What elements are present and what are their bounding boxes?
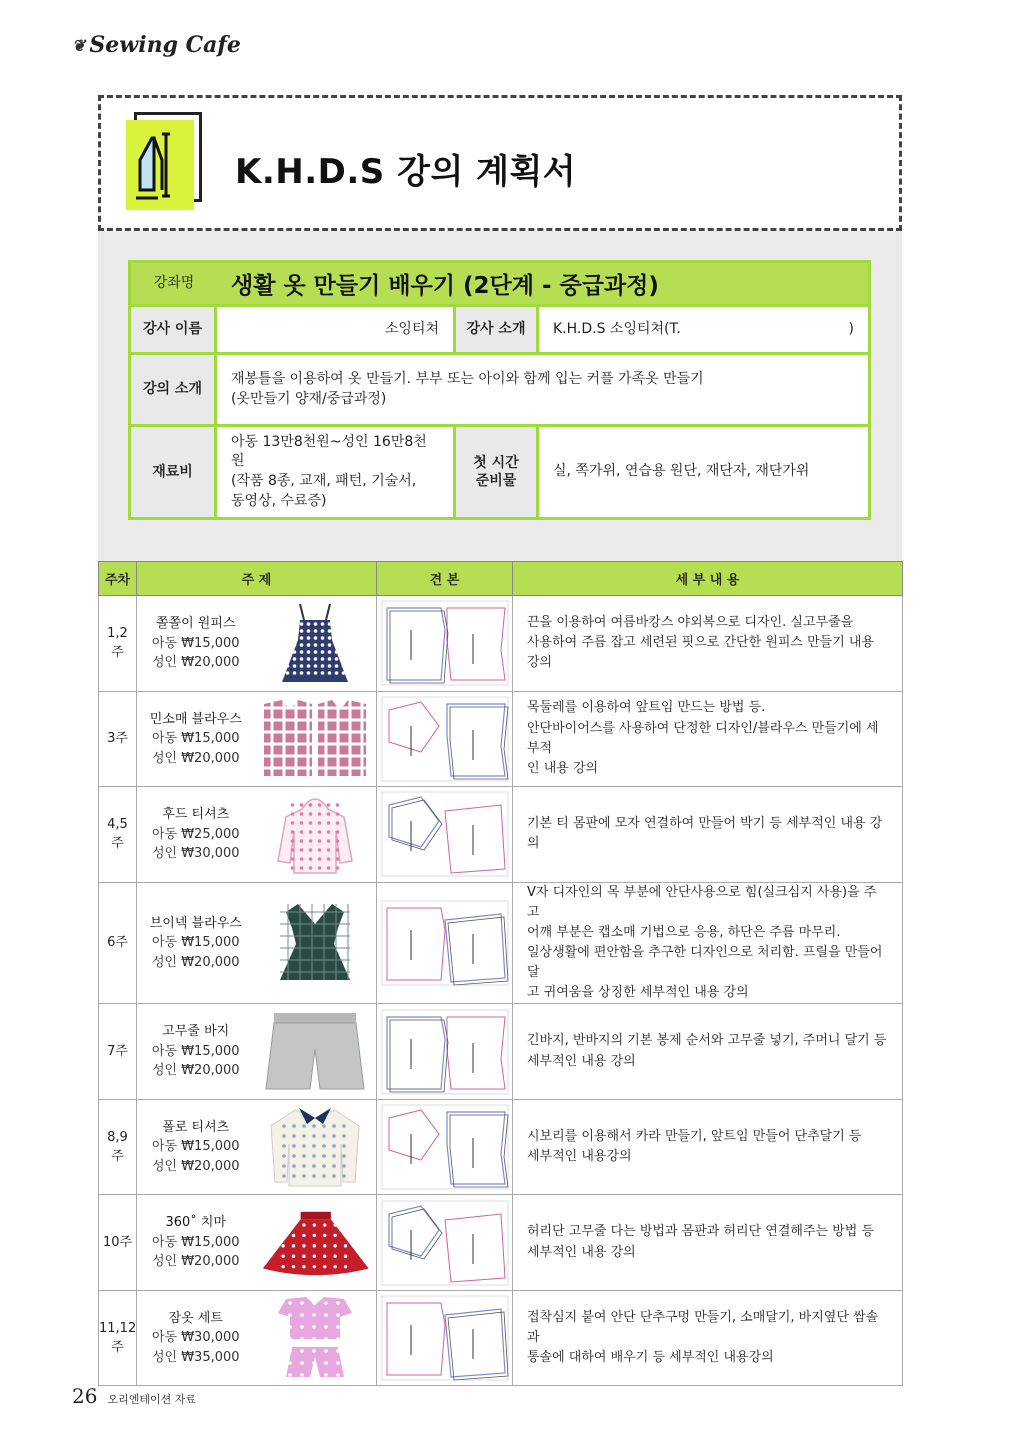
week-cell <box>99 882 137 1004</box>
detail-cell <box>513 1004 903 1100</box>
pattern-diagram-icon <box>381 1009 508 1095</box>
topic-name: 폴로 티셔츠 <box>162 1119 230 1135</box>
blouse-icon <box>259 696 373 782</box>
child-price: 아동 ₩25,000 <box>151 826 240 842</box>
description-line: 재봉틀을 이용하여 옷 만들기. 부부 또는 아이와 함께 입는 커플 가족옷 만들기 <box>231 370 704 387</box>
topic-cell <box>137 596 255 692</box>
detail-line: 긴바지, 반바지의 기본 봉제 순서와 고무줄 넣기, 주머니 달기 등 <box>527 1033 887 1049</box>
adult-price: 성인 ₩20,000 <box>151 1063 240 1079</box>
topic-cell <box>137 787 255 883</box>
week-text: 3주 <box>107 731 128 746</box>
instructor-label: 강사 이름 <box>131 307 217 352</box>
schedule-row <box>99 691 903 787</box>
fee-line: 아동 13만8천원~성인 16만8천원 <box>231 433 427 470</box>
topic-cell <box>137 1004 255 1100</box>
week-text: 주 <box>111 836 124 852</box>
intro-text: K.H.D.S 소잉티쳐(T. <box>553 320 681 337</box>
garment-photo-cell <box>255 1004 377 1100</box>
week-text: 8,9 <box>107 1129 128 1145</box>
garment-photo-cell <box>255 596 377 692</box>
topic-name: 후드 티셔츠 <box>162 807 230 822</box>
fee-line: (작품 8종, 교재, 패턴, 기술서, <box>231 473 417 489</box>
week-header: 주차 <box>99 562 137 596</box>
garment-photo-cell <box>255 787 377 883</box>
page-number: 26 <box>72 1384 98 1408</box>
schedule-row <box>99 1099 903 1195</box>
schedule-row <box>99 1290 903 1386</box>
detail-cell <box>513 882 903 1004</box>
brand-logo <box>72 32 241 58</box>
description-value <box>217 355 868 424</box>
detail-line: 시보리를 이용해서 카라 만들기, 앞트임 만들어 단추달기 등 <box>527 1128 862 1144</box>
child-price: 아동 ₩30,000 <box>151 1330 240 1346</box>
topic-name: 잠옷 세트 <box>168 1310 223 1326</box>
leaf-icon: ❦ <box>72 35 86 55</box>
detail-cell <box>513 596 903 692</box>
fee-value <box>217 427 453 517</box>
adult-price: 성인 ₩20,000 <box>151 750 240 766</box>
polo-icon <box>259 1104 373 1190</box>
pattern-diagram-icon <box>381 1104 508 1190</box>
week-cell <box>99 1004 137 1100</box>
skirt-icon <box>259 1200 373 1286</box>
garment-photo-cell <box>255 691 377 787</box>
page-title: K.H.D.S 강의 계획서 <box>235 152 577 192</box>
pajama-icon <box>259 1295 373 1381</box>
week-cell <box>99 1195 137 1291</box>
topic-name: 브이넥 블라우스 <box>149 915 242 931</box>
detail-line: 일상생활에 편안함을 추구한 디자인으로 처리함. 프릴을 만들어 달 <box>527 944 883 981</box>
schedule-row <box>99 787 903 883</box>
prep-value: 실, 쪽가위, 연습용 원단, 재단자, 재단가위 <box>539 427 868 517</box>
detail-line: V자 디자인의 목 부분에 안단사용으로 힘(실크심지 사용)을 주고 <box>527 884 877 920</box>
pattern-diagram-icon <box>381 1295 508 1381</box>
prep-label-line: 첫 시간 <box>473 454 519 471</box>
fee-row <box>131 427 868 517</box>
detail-line: 허리단 고무줄 다는 방법과 몸판과 허리단 연결해주는 방법 등 <box>527 1224 875 1240</box>
prep-label-line: 준비물 <box>475 473 517 489</box>
course-row <box>131 263 868 307</box>
prep-label <box>453 427 539 517</box>
adult-price: 성인 ₩30,000 <box>151 846 240 861</box>
week-text: 4,5 <box>107 816 128 832</box>
schedule-row <box>99 596 903 692</box>
adult-price: 성인 ₩35,000 <box>151 1349 240 1365</box>
pattern-cell <box>377 1195 513 1291</box>
detail-line: 어깨 부분은 캡소매 기법으로 응용, 하단은 주름 마무리. <box>527 924 841 940</box>
child-price: 아동 ₩15,000 <box>151 1234 240 1250</box>
pattern-diagram-icon <box>381 900 508 986</box>
week-cell <box>99 596 137 692</box>
detail-line: 고 귀여움을 상징한 세부적인 내용 강의 <box>527 985 749 1001</box>
topic-cell <box>137 1099 255 1195</box>
course-info-table <box>128 260 871 520</box>
brand-text: Sewing Cafe <box>89 32 241 58</box>
detail-line: 목둘레를 이용하여 앞트임 만드는 방법 등. <box>527 700 766 716</box>
adult-price: 성인 ₩20,000 <box>151 655 240 670</box>
instructor-name: 소잉티쳐 <box>217 307 453 352</box>
pattern-diagram-icon <box>381 1200 508 1286</box>
adult-price: 성인 ₩20,000 <box>151 1158 240 1174</box>
week-text: 6주 <box>107 935 128 951</box>
topic-cell <box>137 691 255 787</box>
detail-line: 세부적인 내용 강의 <box>527 1053 636 1069</box>
pattern-cell <box>377 1099 513 1195</box>
detail-cell <box>513 1099 903 1195</box>
adult-price: 성인 ₩20,000 <box>151 954 240 970</box>
week-text: 1,2 <box>107 625 128 641</box>
adult-price: 성인 ₩20,000 <box>151 1254 240 1270</box>
week-cell <box>99 1099 137 1195</box>
topic-cell <box>137 1290 255 1386</box>
pattern-diagram-icon <box>381 696 508 782</box>
pattern-doc-icon <box>126 112 204 210</box>
intro-label: 강사 소개 <box>453 307 539 352</box>
dress-icon <box>259 600 373 686</box>
child-price: 아동 ₩15,000 <box>151 935 240 951</box>
week-text: 10주 <box>102 1234 133 1250</box>
footer <box>72 1384 196 1408</box>
pattern-cell <box>377 596 513 692</box>
week-cell <box>99 691 137 787</box>
instructor-row <box>131 307 868 355</box>
detail-line: 사용하여 주름 잡고 세련된 핏으로 간단한 원피스 만들기 내용 강의 <box>527 635 875 671</box>
garment-photo-cell <box>255 1099 377 1195</box>
child-price: 아동 ₩15,000 <box>151 731 240 746</box>
week-text: 11,12 <box>99 1320 137 1336</box>
topic-name: 360˚ 치마 <box>165 1215 227 1231</box>
week-cell <box>99 787 137 883</box>
detail-line: 인 내용 강의 <box>527 760 599 776</box>
detail-line: 안단바이어스를 사용하여 단정한 디자인/블라우스 만들기에 세부적 <box>527 720 879 756</box>
fee-line: 동영상, 수료증) <box>231 492 327 509</box>
detail-cell <box>513 1195 903 1291</box>
pattern-diagram-icon <box>381 791 508 877</box>
schedule-header-row <box>99 562 903 596</box>
week-text: 7주 <box>107 1043 128 1059</box>
week-text: 주 <box>111 1149 124 1165</box>
detail-line: 세부적인 내용강의 <box>527 1149 632 1165</box>
hoodie-icon <box>259 791 373 877</box>
detail-line: 끈을 이용하여 여름바캉스 야외복으로 디자인. 실고무줄을 <box>527 615 854 631</box>
week-text: 주 <box>111 1340 124 1356</box>
pattern-diagram-icon <box>381 600 508 686</box>
description-line: (옷만들기 양재/중급과정) <box>231 390 387 407</box>
detail-cell <box>513 1290 903 1386</box>
fee-label: 재료비 <box>131 427 217 517</box>
garment-photo-cell <box>255 1290 377 1386</box>
child-price: 아동 ₩15,000 <box>151 1043 240 1059</box>
pattern-cell <box>377 1290 513 1386</box>
vneck-icon <box>259 900 373 986</box>
title-box <box>98 95 902 231</box>
course-label: 강좌명 <box>131 263 217 304</box>
description-row <box>131 355 868 427</box>
week-text: 주 <box>111 645 124 661</box>
intro-value <box>539 307 868 352</box>
topic-header: 주 제 <box>137 562 377 596</box>
topic-name: 고무줄 바지 <box>162 1024 230 1040</box>
pants-icon <box>259 1009 373 1095</box>
description-label: 강의 소개 <box>131 355 217 424</box>
week-cell <box>99 1290 137 1386</box>
topic-name: 쫄쫄이 원피스 <box>156 616 236 631</box>
intro-text-end: ) <box>848 320 854 337</box>
pattern-cell <box>377 691 513 787</box>
topic-cell <box>137 1195 255 1291</box>
garment-photo-cell <box>255 882 377 1004</box>
garment-photo-cell <box>255 1195 377 1291</box>
pattern-header: 견 본 <box>377 562 513 596</box>
schedule-row <box>99 1004 903 1100</box>
pattern-cell <box>377 882 513 1004</box>
detail-cell <box>513 787 903 883</box>
topic-name: 민소매 블라우스 <box>149 711 242 727</box>
detail-line: 기본 티 몸판에 모자 연결하여 만들어 박기 등 세부적인 내용 강의 <box>527 816 883 852</box>
schedule-row <box>99 1195 903 1291</box>
detail-line: 접착심지 붙여 안단 단추구멍 만들기, 소매달기, 바지옆단 쌈솔과 <box>527 1309 879 1346</box>
schedule-row <box>99 882 903 1004</box>
detail-line: 세부적인 내용 강의 <box>527 1244 636 1260</box>
detail-cell <box>513 691 903 787</box>
detail-line: 통솔에 대하여 배우기 등 세부적인 내용강의 <box>527 1350 774 1366</box>
topic-cell <box>137 882 255 1004</box>
child-price: 아동 ₩15,000 <box>151 1139 240 1155</box>
child-price: 아동 ₩15,000 <box>151 635 240 651</box>
pattern-cell <box>377 1004 513 1100</box>
schedule-table <box>98 561 903 1386</box>
footer-text: 오리엔테이션 자료 <box>107 1393 196 1406</box>
detail-header: 세 부 내 용 <box>513 562 903 596</box>
course-name: 생활 옷 만들기 배우기 (2단계 - 중급과정) <box>231 273 659 299</box>
pattern-cell <box>377 787 513 883</box>
